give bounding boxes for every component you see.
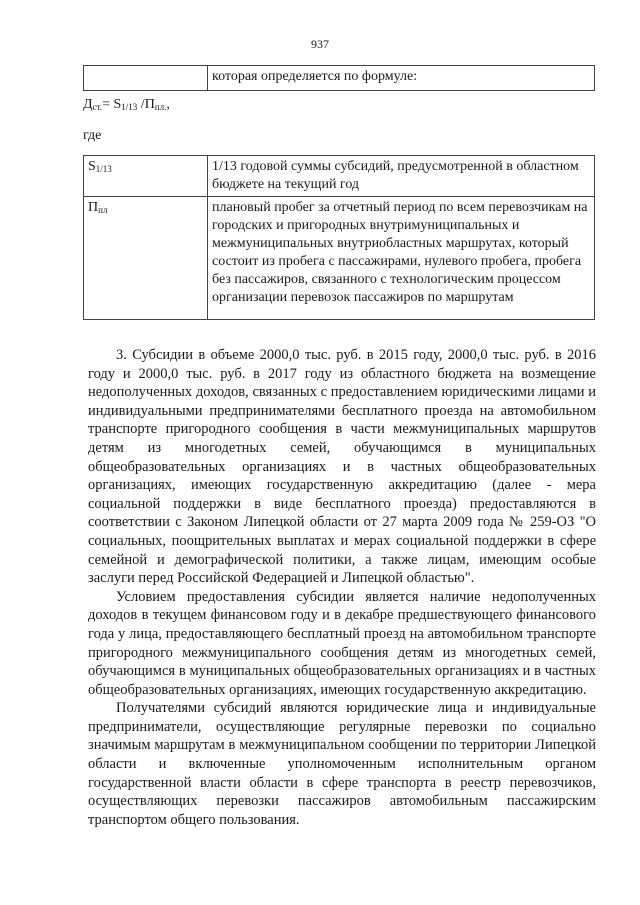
formula (83, 97, 170, 113)
table-row (84, 197, 595, 320)
where-label: где (83, 128, 102, 143)
symbol-cell (84, 197, 208, 320)
symbol-main: S (88, 159, 96, 174)
formula-p-subscript: пл. (154, 102, 167, 112)
paragraph: Получателями субсидий являются юридические лица и индивидуальные предприниматели, осуществляющие регулярные перевозки по социально значимым маршрутам в межмуниципальном сообщении по территории Липецкой области и включенные уполномоченным исполнительным органом государственной власти области в сфере транспорта в реестр перевозчиков, осуществляющих перевозки пассажиров автомобильным пассажирским транспортом общего пользования. (88, 700, 596, 828)
symbol-subscript: пл (98, 205, 108, 215)
empty-cell (84, 66, 208, 91)
definition-cell: плановый пробег за отчетный период по всем перевозчикам на городских и пригородных внутримуниципальных и межмуниципальных внутриобластных маршрутах, который состоит из пробега с пассажирами, нулевого пробега, пробега без пассажиров, связанного с технологическим процессом организации перевозок пассажиров по маршрутам (208, 197, 595, 320)
formula-lhs: Д (83, 97, 93, 112)
formula-intro-table (83, 65, 595, 91)
definition-cell: 1/13 годовой суммы субсидий, предусмотренной в областном бюджете на текущий год (208, 156, 595, 197)
formula-divide: / (137, 97, 145, 112)
definitions-table (83, 155, 595, 320)
formula-p: П (144, 97, 155, 112)
symbol-main: П (88, 200, 99, 215)
formula-s: S (113, 97, 122, 112)
formula-equals: = (102, 97, 114, 112)
formula-lhs-subscript: ст. (92, 102, 103, 112)
formula-s-subscript: 1/13 (121, 102, 138, 112)
page-number: 937 (311, 37, 329, 51)
symbol-subscript: 1/13 (95, 164, 112, 174)
paragraph: Условием предоставления субсидии является наличие недополученных доходов в текущем финансовом году и в декабре предшествующего финансового года у лица, предоставляющего бесплатный проезд на автомобильном транспорте пригородного межмуниципального сообщения детям из многодетных семей, обучающимся в муниципальных общеобразовательных организациях и в частных общеобразовательных организациях, имеющих государственную аккредитацию. (88, 588, 596, 698)
symbol-cell (84, 156, 208, 197)
paragraph: 3. Субсидии в объеме 2000,0 тыс. руб. в 2015 году, 2000,0 тыс. руб. в 2016 году и 2000,0 тыс. руб. в 2017 году из областного бюджета на возмещение недополученных доходов, связанных с предоставлением юридическими лицами и индивидуальными предпринимателями бесплатного проезда на автомобильном транспорте пригородного сообщения в части межмуниципальных маршрутов детям из многодетных семей, обучающимся в муниципальных общеобразовательных организациях и в частных общеобразовательных организациях, имеющих государственную аккредитацию (далее - мера социальной поддержки в виде бесплатного проезда) предоставляются в соответствии с Законом Липецкой области от 27 марта 2009 года № 259-ОЗ "О социальных, поощрительных выплатах и мерах социальной поддержки в сфере семейной и демографической политики, а также лицам, имеющим особые заслуги перед Российской Федерацией и Липецкой областью". (88, 347, 596, 587)
table-row (84, 156, 595, 197)
body-text (88, 346, 596, 829)
formula-tail: , (166, 97, 170, 112)
formula-intro-cell: которая определяется по формуле: (208, 66, 595, 91)
table-row (84, 66, 595, 91)
